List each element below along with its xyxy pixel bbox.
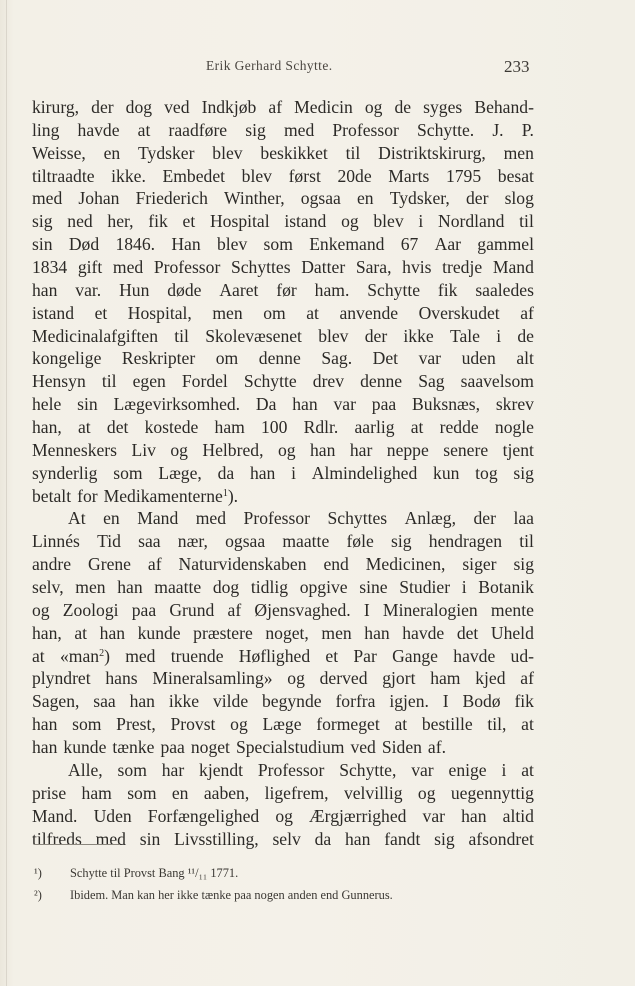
text-line: at «man$^2$) med truende Høflighed et Par Gange havde ud-: [32, 645, 534, 666]
text-line: prise ham som en aaben, ligefrem, velvillig og uegennyttig: [32, 782, 534, 803]
text-line: betalt for Medikamenterne$^1$).: [32, 485, 239, 506]
running-title: Erik Gerhard Schytte.: [206, 58, 333, 73]
text-line: tilfreds med sin Livsstilling, selv da han fandt sig afsondret: [32, 828, 534, 849]
text-line: Medicinalafgiften til Skolevæsenet blev der ikke Tale i de: [32, 325, 534, 346]
footnote-mark: ²): [34, 888, 42, 902]
footnote-2: [34, 884, 534, 906]
text-line: kirurg, der dog ved Indkjøb af Medicin og de syges Behand-: [32, 97, 534, 117]
footnote-rule: [34, 844, 120, 845]
text-line: Hensyn til egen Fordel Schytte drev denne Sag saavelsom: [32, 371, 534, 392]
text-line: andre Grene af Naturvidenskaben end Medicinen, siger sig: [32, 554, 534, 575]
footnotes: [34, 862, 534, 906]
text-line: selv, men han maatte dog tidlig opgive sine Studier i Botanik: [32, 577, 534, 598]
text-line: han som Prest, Provst og Læge formeget at bestille til, at: [32, 714, 534, 735]
text-line: sin Død 1846. Han blev som Enkemand 67 Aar gammel: [32, 234, 534, 255]
text-line: Sagen, saa han ikke vilde begynde forfra igjen. I Bodø fik: [32, 691, 534, 712]
text-line: istand et Hospital, men om at anvende Overskudet af: [32, 302, 534, 323]
text-line: hele sin Lægevirksomhed. Da han var paa Buksnæs, skrev: [32, 394, 534, 415]
text-line: ling havde at raadføre sig med Professor Schytte. J. P.: [32, 119, 534, 140]
text-line: kongelige Reskripter om denne Sag. Det var uden alt: [32, 348, 534, 369]
text-line: At en Mand med Professor Schyttes Anlæg, der laa: [68, 508, 534, 529]
footnote-mark: ¹): [34, 866, 42, 880]
text-line: han kunde tænke paa noget Specialstudium ved Siden af.: [32, 737, 446, 758]
text-line: Weisse, en Tydsker blev beskikket til Distriktskirurg, men: [32, 142, 534, 163]
text-line: synderlig som Læge, da han i Almindelighed kun tog sig: [32, 462, 534, 483]
text-line: med Johan Friederich Winther, ogsaa en Tydsker, der slog: [32, 188, 534, 209]
body-text: [32, 96, 534, 850]
page-number: 233: [504, 57, 530, 76]
footnote-text: Ibidem. Man kan her ikke tænke paa nogen anden end Gunnerus.: [70, 888, 393, 902]
text-line: Menneskers Liv og Helbred, og han har neppe senere tjent: [32, 439, 534, 460]
footnote-1: [34, 862, 534, 884]
text-line: 1834 gift med Professor Schyttes Datter Sara, hvis tredje Mand: [32, 257, 534, 278]
footnote-text: Schytte til Provst Bang ¹¹/₁₁ 1771.: [70, 866, 239, 880]
text-line: Mand. Uden Forfængelighed og Ærgjærrighed var han altid: [32, 805, 534, 826]
text-line: og Zoologi paa Grund af Øjensvaghed. I Mineralogien mente: [32, 599, 534, 620]
text-line: han var. Hun døde Aaret før ham. Schytte fik saaledes: [32, 279, 534, 300]
text-line: Alle, som har kjendt Professor Schytte, var enige i at: [68, 759, 534, 780]
text-line: han, at det kostede ham 100 Rdlr. aarlig at redde nogle: [32, 417, 534, 438]
text-line: han, at han kunde præstere noget, men han havde det Uheld: [32, 622, 534, 643]
text-line: Linnés Tid saa nær, ogsaa maatte føle sig hendragen til: [32, 531, 534, 552]
text-line: sig ned her, fik et Hospital istand og blev i Nordland til: [32, 211, 534, 232]
text-line: tiltraadte ikke. Embedet blev først 20de Marts 1795 besat: [32, 165, 534, 186]
text-line: plyndret hans Mineralsamling» og derved gjort ham kjed af: [32, 668, 534, 689]
page-edge: [6, 0, 7, 986]
